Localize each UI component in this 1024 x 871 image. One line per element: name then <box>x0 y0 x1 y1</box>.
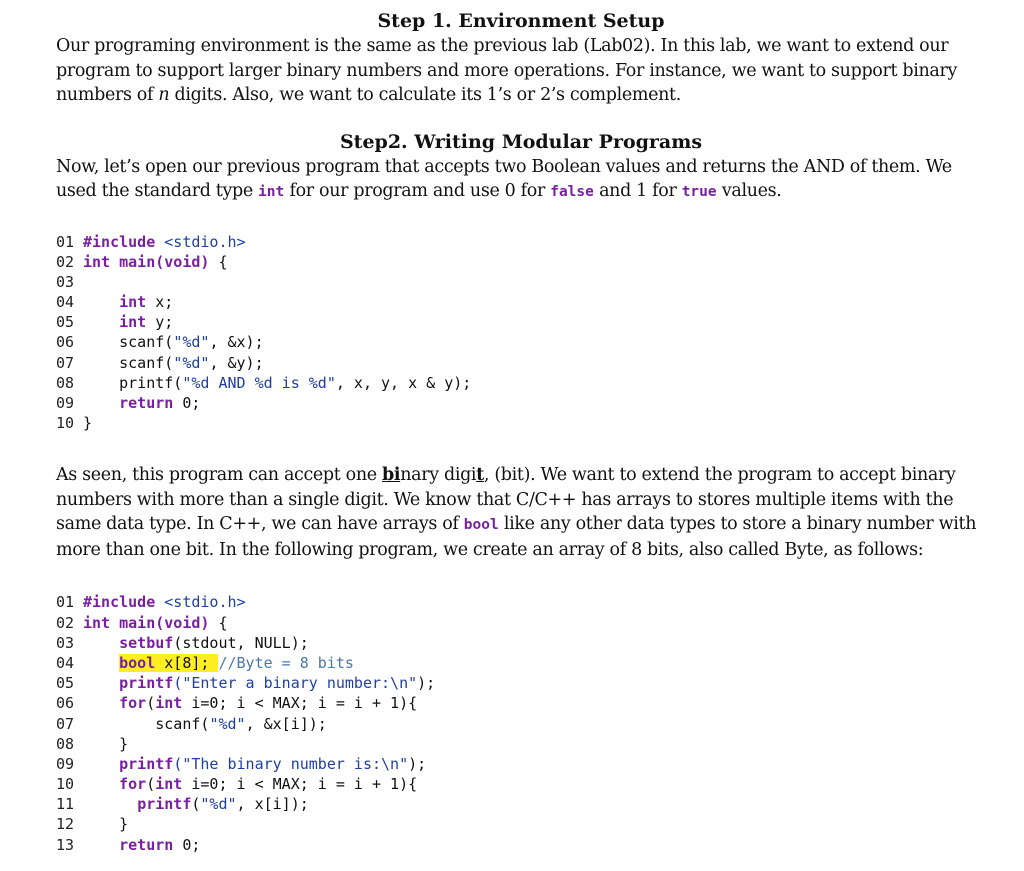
code-line <box>56 592 986 612</box>
code-line <box>56 653 986 673</box>
line-number: 08 <box>56 373 75 392</box>
line-number: 12 <box>56 815 75 834</box>
code-token <box>83 795 137 813</box>
para3-t: t <box>476 465 484 486</box>
inline-code-true: true <box>681 184 717 200</box>
step1-text-end: digits. Also, we want to calculate its 1’s or 2’s complement. <box>169 85 681 105</box>
code-line <box>56 312 986 332</box>
code-token: int <box>119 313 147 332</box>
arrays-paragraph <box>56 463 986 562</box>
code-token: "%d" <box>209 714 246 733</box>
code-token: scanf( <box>83 333 174 352</box>
code-token: , &y); <box>209 353 264 372</box>
code-token: printf <box>119 674 174 693</box>
para3-text-c: , (bit). We want to extend the program to accept binary numbers with more than a single digit. We know that C/C++ has arrays to stores multiple items with the same data type. In C++, we can have arrays of <box>56 465 956 535</box>
code-token <box>83 755 119 773</box>
code-token: <stdio.h> <box>164 593 246 612</box>
inline-code-bool: bool <box>463 517 499 534</box>
code-token: <stdio.h> <box>164 232 246 251</box>
line-number: 13 <box>56 835 75 854</box>
step2-text-b: for our program and use 0 for <box>284 181 551 201</box>
code-token: , x[i]); <box>236 795 309 814</box>
code-token: x[8]; <box>155 653 219 672</box>
line-number: 06 <box>56 333 75 352</box>
code-token: setbuf <box>119 633 174 652</box>
code-token <box>83 674 119 692</box>
line-number: 10 <box>56 775 75 794</box>
code-token: , &x); <box>209 333 264 352</box>
line-number: 01 <box>56 232 75 251</box>
code-token: i=0; i < MAX; i = i + 1){ <box>182 775 418 794</box>
inline-code-false: false <box>550 184 594 200</box>
code-line <box>56 353 986 373</box>
code-token: main <box>119 252 156 271</box>
code-token: #include <box>83 593 165 612</box>
code-token: #include <box>83 232 165 251</box>
line-number: 05 <box>56 313 75 332</box>
line-number: 04 <box>56 293 75 312</box>
code-token: "%d" <box>173 333 210 352</box>
code-line <box>56 292 986 312</box>
code-token: ); <box>417 674 436 693</box>
code-token: ( <box>191 795 201 814</box>
code-line <box>56 633 986 653</box>
line-number: 06 <box>56 694 75 713</box>
code-token: int <box>155 775 183 794</box>
code-token: 0; <box>173 394 201 412</box>
code-line <box>56 814 986 834</box>
line-number: 07 <box>56 353 75 372</box>
code-token: for <box>119 694 147 713</box>
code-line <box>56 272 986 292</box>
code-listing-and <box>56 232 986 434</box>
step2-text-a: Now, let’s open our previous program that accepts two Boolean values and returns the AND of them. We used the standard type <box>56 156 952 201</box>
code-token: { <box>209 613 228 632</box>
code-token: x; <box>146 293 174 312</box>
code-token: , x, y, x & y); <box>335 373 472 392</box>
code-token: main <box>119 613 156 632</box>
line-number: 08 <box>56 734 75 753</box>
code-line <box>56 794 986 814</box>
step1-heading: Step 1. Environment Setup <box>377 10 665 32</box>
step2-text-d: values. <box>716 181 782 201</box>
code-token: for <box>119 775 147 794</box>
code-line <box>56 232 986 252</box>
code-token: ("Enter a binary number:\n" <box>173 674 418 693</box>
line-number: 02 <box>56 613 75 632</box>
code-token: } <box>83 815 129 834</box>
line-number: 07 <box>56 714 75 733</box>
code-token: int <box>155 694 183 713</box>
code-token: scanf( <box>83 353 174 372</box>
code-line <box>56 774 986 794</box>
code-token: } <box>83 414 93 433</box>
code-token <box>83 634 119 652</box>
code-token <box>83 775 119 793</box>
line-number: 02 <box>56 252 75 271</box>
code-token: ( <box>146 694 156 713</box>
para3-bi: bi <box>382 465 401 486</box>
code-token: 0; <box>173 835 201 854</box>
code-token: "%d" <box>173 353 210 372</box>
step2-text-c: and 1 for <box>593 181 682 201</box>
code-token: (void) <box>155 613 210 632</box>
code-line <box>56 613 986 633</box>
code-token <box>83 836 119 854</box>
code-token: return <box>119 835 174 854</box>
line-number: 01 <box>56 593 75 612</box>
code-line <box>56 714 986 734</box>
code-token: ("The binary number is:\n" <box>173 754 409 773</box>
code-line <box>56 835 986 855</box>
code-token: (void) <box>155 252 210 271</box>
code-token: bool <box>119 653 156 672</box>
line-number: 10 <box>56 414 75 433</box>
code-token: scanf( <box>83 714 210 733</box>
code-token: i=0; i < MAX; i = i + 1){ <box>182 694 418 713</box>
code-token: } <box>83 734 129 753</box>
code-line <box>56 693 986 713</box>
code-token: y; <box>146 313 174 332</box>
code-token: ( <box>146 775 156 794</box>
code-token <box>83 654 119 672</box>
code-token: "%d" <box>200 795 237 814</box>
code-token: "%d AND %d is %d" <box>182 373 336 392</box>
line-number: 04 <box>56 653 75 672</box>
code-token <box>83 293 119 311</box>
code-token: printf <box>119 754 174 773</box>
code-token: ); <box>408 754 427 773</box>
code-line <box>56 754 986 774</box>
code-line <box>56 393 986 413</box>
line-number: 09 <box>56 394 75 412</box>
line-number: 03 <box>56 633 75 652</box>
para3-text-b: nary digi <box>400 465 477 486</box>
step1-n: n <box>158 85 170 105</box>
code-token: //Byte = 8 bits <box>218 653 354 672</box>
code-line <box>56 252 986 272</box>
code-token: int <box>119 293 147 312</box>
code-token <box>83 313 119 331</box>
code-token: int <box>83 613 120 632</box>
code-token: (stdout, NULL); <box>173 633 309 652</box>
line-number: 09 <box>56 754 75 773</box>
para3-text-a: As seen, this program can accept one <box>56 465 383 486</box>
code-line <box>56 373 986 393</box>
inline-code-int: int <box>258 184 285 200</box>
line-number: 11 <box>56 795 75 814</box>
code-token: printf <box>137 795 192 814</box>
code-token <box>83 394 119 412</box>
code-token: printf( <box>83 373 183 392</box>
code-token: return <box>119 394 174 412</box>
code-line <box>56 673 986 693</box>
line-number: 03 <box>56 272 75 291</box>
code-listing-byte <box>56 592 986 854</box>
para3-text-d: like any other data types to store a binary number with more than one bit. In the following program, we create an array of 8 bits, also called Byte, as follows: <box>56 514 977 560</box>
code-token: , &x[i]); <box>245 714 327 733</box>
document-page <box>56 8 986 855</box>
step1-paragraph <box>56 34 986 108</box>
line-number: 05 <box>56 674 75 693</box>
code-token: { <box>209 252 228 271</box>
code-line <box>56 734 986 754</box>
code-token <box>83 694 119 712</box>
step2-paragraph <box>56 155 986 205</box>
code-line <box>56 413 986 433</box>
step1-text: Our programing environment is the same as the previous lab (Lab02). In this lab, we want to extend our program to support larger binary numbers and more operations. For instance, we want to support binary numbers of <box>56 36 958 105</box>
code-line <box>56 332 986 352</box>
step2-heading: Step2. Writing Modular Programs <box>339 130 703 153</box>
code-token: int <box>83 252 120 271</box>
